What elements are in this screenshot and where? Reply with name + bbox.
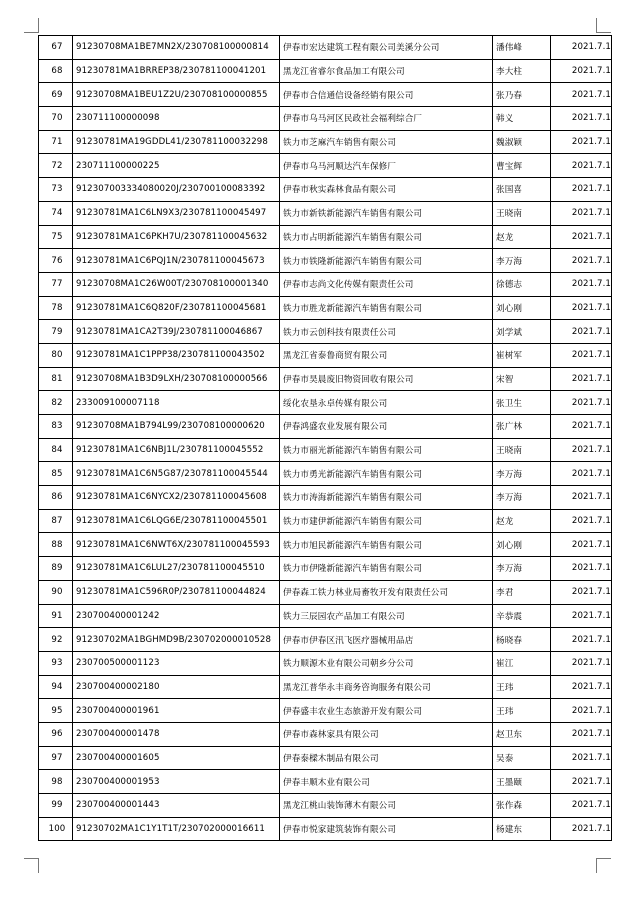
row-number: 67 [39, 36, 73, 60]
legal-representative: 李万海 [493, 462, 551, 486]
credit-code: 230700400001242 [73, 604, 280, 628]
legal-representative: 赵卫东 [493, 722, 551, 746]
legal-representative: 王晓南 [493, 201, 551, 225]
row-number: 82 [39, 391, 73, 415]
crop-mark-bottom-right [596, 858, 611, 873]
date: 2021.7.1 [551, 59, 612, 83]
company-name: 伊春泰樑木制品有限公司 [280, 746, 493, 770]
credit-code: 91230781MA1C6PKH7U/230781100045632 [73, 225, 280, 249]
credit-code: 91230702MA1BGHMD9B/230702000010528 [73, 628, 280, 652]
credit-code: 91230781MA1C6NYCX2/230781100045608 [73, 486, 280, 510]
row-number: 100 [39, 817, 73, 841]
table-row [39, 130, 612, 154]
row-number: 99 [39, 794, 73, 818]
row-number: 76 [39, 249, 73, 273]
date: 2021.7.1 [551, 225, 612, 249]
legal-representative: 王墨颐 [493, 770, 551, 794]
table-row [39, 462, 612, 486]
legal-representative: 徐德志 [493, 272, 551, 296]
company-name: 黑龙江省泰鲁商贸有限公司 [280, 343, 493, 367]
credit-code: 230700400001953 [73, 770, 280, 794]
credit-code: 91230781MA1C6LN9X3/230781100045497 [73, 201, 280, 225]
table-row [39, 296, 612, 320]
credit-code: 91230781MA1C6N5G87/230781100045544 [73, 462, 280, 486]
legal-representative: 辛恭震 [493, 604, 551, 628]
company-name: 伊春森工铁力林业局畜牧开发有限责任公司 [280, 580, 493, 604]
row-number: 81 [39, 367, 73, 391]
date: 2021.7.1 [551, 343, 612, 367]
date: 2021.7.1 [551, 107, 612, 131]
row-number: 86 [39, 486, 73, 510]
legal-representative: 潘伟峰 [493, 36, 551, 60]
date: 2021.7.1 [551, 675, 612, 699]
date: 2021.7.1 [551, 746, 612, 770]
company-name: 绥化农垦永卓传媒有限公司 [280, 391, 493, 415]
credit-code: 91230708MA1B3D9LXH/230708100000566 [73, 367, 280, 391]
row-number: 98 [39, 770, 73, 794]
legal-representative: 刘心刚 [493, 533, 551, 557]
table-row [39, 154, 612, 178]
credit-code: 91230708MA1BEU1Z2U/230708100000855 [73, 83, 280, 107]
credit-code: 91230781MA1C596R0P/230781100044824 [73, 580, 280, 604]
company-name: 铁力市建伊新能源汽车销售有限公司 [280, 509, 493, 533]
legal-representative: 王玮 [493, 675, 551, 699]
row-number: 71 [39, 130, 73, 154]
date: 2021.7.1 [551, 154, 612, 178]
row-number: 96 [39, 722, 73, 746]
legal-representative: 李君 [493, 580, 551, 604]
date: 2021.7.1 [551, 462, 612, 486]
legal-representative: 杨晓春 [493, 628, 551, 652]
legal-representative: 刘学斌 [493, 320, 551, 344]
legal-representative: 宋智 [493, 367, 551, 391]
credit-code: 91230781MA1CA2T39J/230781100046867 [73, 320, 280, 344]
company-name: 铁力市勇光新能源汽车销售有限公司 [280, 462, 493, 486]
date: 2021.7.1 [551, 604, 612, 628]
registry-table-body [39, 36, 612, 841]
company-name: 铁力市涛海新能源汽车销售有限公司 [280, 486, 493, 510]
company-name: 伊春市伊春区汛飞医疗器械用品店 [280, 628, 493, 652]
company-name: 黑龙江普华永丰商务咨询服务有限公司 [280, 675, 493, 699]
table-row [39, 486, 612, 510]
table-row [39, 651, 612, 675]
legal-representative: 魏淑颖 [493, 130, 551, 154]
legal-representative: 王玮 [493, 699, 551, 723]
row-number: 89 [39, 557, 73, 581]
date: 2021.7.1 [551, 794, 612, 818]
table-row [39, 770, 612, 794]
table-row [39, 509, 612, 533]
row-number: 83 [39, 415, 73, 439]
table-row [39, 533, 612, 557]
table-row [39, 746, 612, 770]
row-number: 80 [39, 343, 73, 367]
date: 2021.7.1 [551, 628, 612, 652]
company-name: 铁力市伊隆新能源汽车销售有限公司 [280, 557, 493, 581]
date: 2021.7.1 [551, 320, 612, 344]
legal-representative: 李万海 [493, 557, 551, 581]
legal-representative: 赵龙 [493, 225, 551, 249]
company-name: 伊春市乌马河顺达汽车保修厂 [280, 154, 493, 178]
row-number: 75 [39, 225, 73, 249]
date: 2021.7.1 [551, 770, 612, 794]
company-name: 伊春市志尚文化传媒有限责任公司 [280, 272, 493, 296]
crop-mark-top-right [596, 18, 611, 33]
row-number: 68 [39, 59, 73, 83]
date: 2021.7.1 [551, 722, 612, 746]
credit-code: 230700400002180 [73, 675, 280, 699]
legal-representative: 张国喜 [493, 178, 551, 202]
legal-representative: 王晓南 [493, 438, 551, 462]
credit-code: 230711100000225 [73, 154, 280, 178]
date: 2021.7.1 [551, 249, 612, 273]
credit-code: 91230781MA1C6LQG6E/230781100045501 [73, 509, 280, 533]
table-row [39, 391, 612, 415]
company-name: 伊春市森林家具有限公司 [280, 722, 493, 746]
company-name: 铁力市占明新能源汽车销售有限公司 [280, 225, 493, 249]
row-number: 91 [39, 604, 73, 628]
row-number: 92 [39, 628, 73, 652]
credit-code: 91230708MA1C26W00T/230708100001340 [73, 272, 280, 296]
table-row [39, 225, 612, 249]
date: 2021.7.1 [551, 580, 612, 604]
date: 2021.7.1 [551, 83, 612, 107]
row-number: 70 [39, 107, 73, 131]
company-name: 铁力市芝麻汽车销售有限公司 [280, 130, 493, 154]
row-number: 69 [39, 83, 73, 107]
company-name: 铁力三辰园农产品加工有限公司 [280, 604, 493, 628]
date: 2021.7.1 [551, 817, 612, 841]
row-number: 74 [39, 201, 73, 225]
credit-code: 91230781MA1C6Q820F/230781100045681 [73, 296, 280, 320]
table-row [39, 272, 612, 296]
credit-code: 91230708MA1BE7MN2X/230708100000814 [73, 36, 280, 60]
credit-code: 230700400001605 [73, 746, 280, 770]
credit-code: 230700400001961 [73, 699, 280, 723]
legal-representative: 吴泰 [493, 746, 551, 770]
table-row [39, 628, 612, 652]
date: 2021.7.1 [551, 486, 612, 510]
credit-code: 230700500001123 [73, 651, 280, 675]
table-row [39, 557, 612, 581]
date: 2021.7.1 [551, 272, 612, 296]
date: 2021.7.1 [551, 438, 612, 462]
table-row [39, 107, 612, 131]
company-name: 铁力市新铁新能源汽车销售有限公司 [280, 201, 493, 225]
table-row [39, 83, 612, 107]
date: 2021.7.1 [551, 178, 612, 202]
legal-representative: 李万海 [493, 486, 551, 510]
registry-table [38, 35, 612, 841]
company-name: 黑龙江省睿尔食品加工有限公司 [280, 59, 493, 83]
table-row [39, 794, 612, 818]
legal-representative: 赵龙 [493, 509, 551, 533]
row-number: 93 [39, 651, 73, 675]
company-name: 铁力市云创科技有限责任公司 [280, 320, 493, 344]
credit-code: 91230781MA1C1PPP38/230781100043502 [73, 343, 280, 367]
credit-code: 91230781MA19GDDL41/230781100032298 [73, 130, 280, 154]
company-name: 伊春市秋实森林食品有限公司 [280, 178, 493, 202]
legal-representative: 崔江 [493, 651, 551, 675]
row-number: 79 [39, 320, 73, 344]
row-number: 85 [39, 462, 73, 486]
company-name: 伊春市悦家建筑装饰有限公司 [280, 817, 493, 841]
company-name: 铁力市胜龙新能源汽车销售有限公司 [280, 296, 493, 320]
row-number: 94 [39, 675, 73, 699]
company-name: 铁力市铁隆新能源汽车销售有限公司 [280, 249, 493, 273]
credit-code: 91230781MA1C6PQJ1N/230781100045673 [73, 249, 280, 273]
credit-code: 91230781MA1BRREP38/230781100041201 [73, 59, 280, 83]
credit-code: 230711100000098 [73, 107, 280, 131]
date: 2021.7.1 [551, 533, 612, 557]
legal-representative: 杨建东 [493, 817, 551, 841]
legal-representative: 张作森 [493, 794, 551, 818]
row-number: 84 [39, 438, 73, 462]
company-name: 伊春市宏达建筑工程有限公司美溪分公司 [280, 36, 493, 60]
crop-mark-top-left [24, 18, 39, 33]
company-name: 伊春鸿盛农业发展有限公司 [280, 415, 493, 439]
legal-representative: 李大柱 [493, 59, 551, 83]
table-row [39, 249, 612, 273]
company-name: 伊春市昊晨废旧物资回收有限公司 [280, 367, 493, 391]
table-row [39, 343, 612, 367]
company-name: 黑龙江桃山装饰薄木有限公司 [280, 794, 493, 818]
table-row [39, 178, 612, 202]
date: 2021.7.1 [551, 296, 612, 320]
date: 2021.7.1 [551, 201, 612, 225]
row-number: 73 [39, 178, 73, 202]
row-number: 87 [39, 509, 73, 533]
company-name: 伊春盛丰农业生态旅游开发有限公司 [280, 699, 493, 723]
row-number: 78 [39, 296, 73, 320]
table-row [39, 817, 612, 841]
credit-code: 91230781MA1C6NWT6X/230781100045593 [73, 533, 280, 557]
credit-code: 91230781MA1C6NBJ1L/230781100045552 [73, 438, 280, 462]
date: 2021.7.1 [551, 36, 612, 60]
credit-code: 230700400001443 [73, 794, 280, 818]
table-row [39, 580, 612, 604]
table-row [39, 36, 612, 60]
company-name: 铁力顺源木业有限公司朝乡分公司 [280, 651, 493, 675]
legal-representative: 韩义 [493, 107, 551, 131]
table-row [39, 675, 612, 699]
credit-code: 91230781MA1C6LUL27/230781100045510 [73, 557, 280, 581]
table-row [39, 59, 612, 83]
table-row [39, 604, 612, 628]
table-row [39, 367, 612, 391]
table-row [39, 201, 612, 225]
date: 2021.7.1 [551, 699, 612, 723]
table-row [39, 699, 612, 723]
row-number: 97 [39, 746, 73, 770]
date: 2021.7.1 [551, 130, 612, 154]
credit-code: 233009100007118 [73, 391, 280, 415]
company-name: 伊春市合信通信设备经销有限公司 [280, 83, 493, 107]
row-number: 88 [39, 533, 73, 557]
legal-representative: 张卫生 [493, 391, 551, 415]
date: 2021.7.1 [551, 509, 612, 533]
table-row [39, 415, 612, 439]
table-row [39, 722, 612, 746]
credit-code: 230700400001478 [73, 722, 280, 746]
company-name: 铁力市旭民新能源汽车销售有限公司 [280, 533, 493, 557]
date: 2021.7.1 [551, 557, 612, 581]
row-number: 95 [39, 699, 73, 723]
date: 2021.7.1 [551, 367, 612, 391]
table-row [39, 320, 612, 344]
date: 2021.7.1 [551, 415, 612, 439]
company-name: 伊春丰顺木业有限公司 [280, 770, 493, 794]
credit-code: 91230708MA1B794L99/230708100000620 [73, 415, 280, 439]
date: 2021.7.1 [551, 651, 612, 675]
row-number: 77 [39, 272, 73, 296]
legal-representative: 崔树军 [493, 343, 551, 367]
legal-representative: 张乃春 [493, 83, 551, 107]
legal-representative: 曹宝辉 [493, 154, 551, 178]
table-row [39, 438, 612, 462]
company-name: 伊春市乌马河区民政社会福利综合厂 [280, 107, 493, 131]
credit-code: 912307003334080020J/230700100083392 [73, 178, 280, 202]
company-name: 铁力市丽光新能源汽车销售有限公司 [280, 438, 493, 462]
credit-code: 91230702MA1C1Y1T1T/230702000016611 [73, 817, 280, 841]
legal-representative: 李万海 [493, 249, 551, 273]
row-number: 72 [39, 154, 73, 178]
date: 2021.7.1 [551, 391, 612, 415]
crop-mark-bottom-left [24, 858, 39, 873]
legal-representative: 张广林 [493, 415, 551, 439]
row-number: 90 [39, 580, 73, 604]
legal-representative: 刘心刚 [493, 296, 551, 320]
